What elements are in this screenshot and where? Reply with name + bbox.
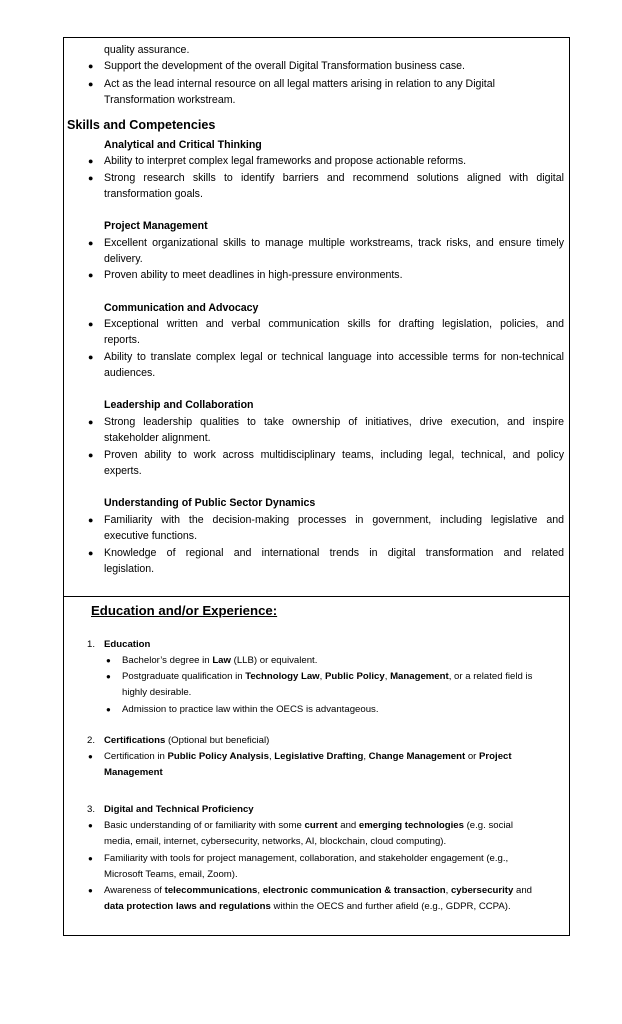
- group-bullet: Ability to interpret complex legal frameworks and propose actionable reforms.: [104, 155, 467, 167]
- bullet-icon: ●: [106, 705, 111, 714]
- edu-bullet-1: Bachelor’s degree in Law (LLB) or equivalent.: [122, 655, 318, 666]
- edu-bullet-2: Postgraduate qualification in Technology Law, Public Policy, Management, or a related field is: [122, 671, 533, 682]
- bullet-icon: ●: [88, 821, 93, 830]
- intro-bullet-1: Support the development of the overall Digital Transformation business case.: [104, 60, 465, 72]
- group-bullet-cont: stakeholder alignment.: [104, 432, 211, 444]
- group-bullet: Proven ability to work across multidisciplinary teams, including legal, technical, and policy: [104, 449, 564, 461]
- cert-bullet-1-cont: Management: [104, 767, 163, 778]
- section-title: Digital and Technical Proficiency: [104, 804, 254, 815]
- bullet-icon: ●: [88, 173, 94, 183]
- bullet-icon: ●: [88, 548, 94, 558]
- group-bullet-cont: experts.: [104, 465, 142, 477]
- bullet-icon: ●: [88, 352, 94, 362]
- group-bullet-cont: delivery.: [104, 253, 143, 265]
- group-bullet-cont: executive functions.: [104, 530, 198, 542]
- group-title: Understanding of Public Sector Dynamics: [104, 497, 316, 509]
- dig-bullet-2-cont: Microsoft Teams, email, Zoom).: [104, 869, 238, 880]
- group-title: Leadership and Collaboration: [104, 399, 254, 411]
- bullet-icon: ●: [88, 61, 94, 71]
- section-title: Certifications (Optional but beneficial): [104, 735, 270, 746]
- group-bullet-cont: audiences.: [104, 367, 156, 379]
- bullet-icon: ●: [106, 656, 111, 665]
- group-bullet: Proven ability to meet deadlines in high-pressure environments.: [104, 269, 403, 281]
- bullet-icon: ●: [88, 515, 94, 525]
- bullet-icon: ●: [88, 270, 94, 280]
- bullet-icon: ●: [88, 319, 94, 329]
- group-bullet-cont: reports.: [104, 334, 140, 346]
- group-title: Communication and Advocacy: [104, 302, 259, 314]
- group-bullet-cont: transformation goals.: [104, 188, 203, 200]
- intro-bullet-2-line2: Transformation workstream.: [104, 94, 236, 106]
- group-bullet: Strong leadership qualities to take ownership of initiatives, drive execution, and inspire: [104, 416, 564, 428]
- group-title: Project Management: [104, 220, 208, 232]
- list-number: 2.: [87, 735, 96, 746]
- bullet-icon: ●: [88, 79, 94, 89]
- group-bullet: Strong research skills to identify barriers and recommend solutions aligned with digital: [104, 172, 564, 184]
- list-number: 3.: [87, 804, 96, 815]
- dig-bullet-1: Basic understanding of or familiarity with some current and emerging technologies (e.g. social: [104, 820, 513, 831]
- dig-bullet-2: Familiarity with tools for project management, collaboration, and stakeholder engagement (e.g.,: [104, 853, 509, 864]
- dig-bullet-3: Awareness of telecommunications, electronic communication & transaction, cybersecurity and: [104, 885, 533, 896]
- bullet-icon: ●: [88, 886, 93, 895]
- group-bullet: Exceptional written and verbal communication skills for drafting legislation, policies, and: [104, 318, 564, 330]
- intro-continuation: quality assurance.: [104, 44, 190, 56]
- section-title: Education: [104, 639, 151, 650]
- edu-bullet-3: Admission to practice law within the OECS is advantageous.: [122, 704, 379, 715]
- group-bullet: Familiarity with the decision-making processes in government, including legislative and: [104, 514, 564, 526]
- bullet-icon: ●: [106, 672, 111, 681]
- list-number: 1.: [87, 639, 96, 650]
- bullet-icon: ●: [88, 417, 94, 427]
- bullet-icon: ●: [88, 156, 94, 166]
- bullet-icon: ●: [88, 450, 94, 460]
- education-heading: Education and/or Experience:: [91, 603, 278, 618]
- edu-bullet-2-cont: highly desirable.: [122, 687, 192, 698]
- group-bullet: Ability to translate complex legal or technical language into accessible terms for non-technical: [104, 351, 564, 363]
- dig-bullet-3-cont: data protection laws and regulations within the OECS and further afield (e.g., GDPR, CCPA).: [104, 901, 511, 912]
- bullet-icon: ●: [88, 854, 93, 863]
- group-bullet: Excellent organizational skills to manage multiple workstreams, track risks, and ensure timely: [104, 237, 564, 249]
- bullet-icon: ●: [88, 238, 94, 248]
- intro-bullet-2-line1: Act as the lead internal resource on all legal matters arising in relation to any Digital: [104, 78, 495, 90]
- cert-bullet-1: Certification in Public Policy Analysis, Legislative Drafting, Change Management or Project: [104, 751, 512, 762]
- group-bullet-cont: legislation.: [104, 563, 155, 575]
- group-title: Analytical and Critical Thinking: [104, 139, 262, 151]
- bullet-icon: ●: [88, 752, 93, 761]
- skills-heading: Skills and Competencies: [67, 118, 216, 132]
- dig-bullet-1-cont: media, email, internet, cybersecurity, networks, AI, blockchain, cloud computing).: [104, 836, 447, 847]
- group-bullet: Knowledge of regional and international trends in digital transformation and related: [104, 547, 564, 559]
